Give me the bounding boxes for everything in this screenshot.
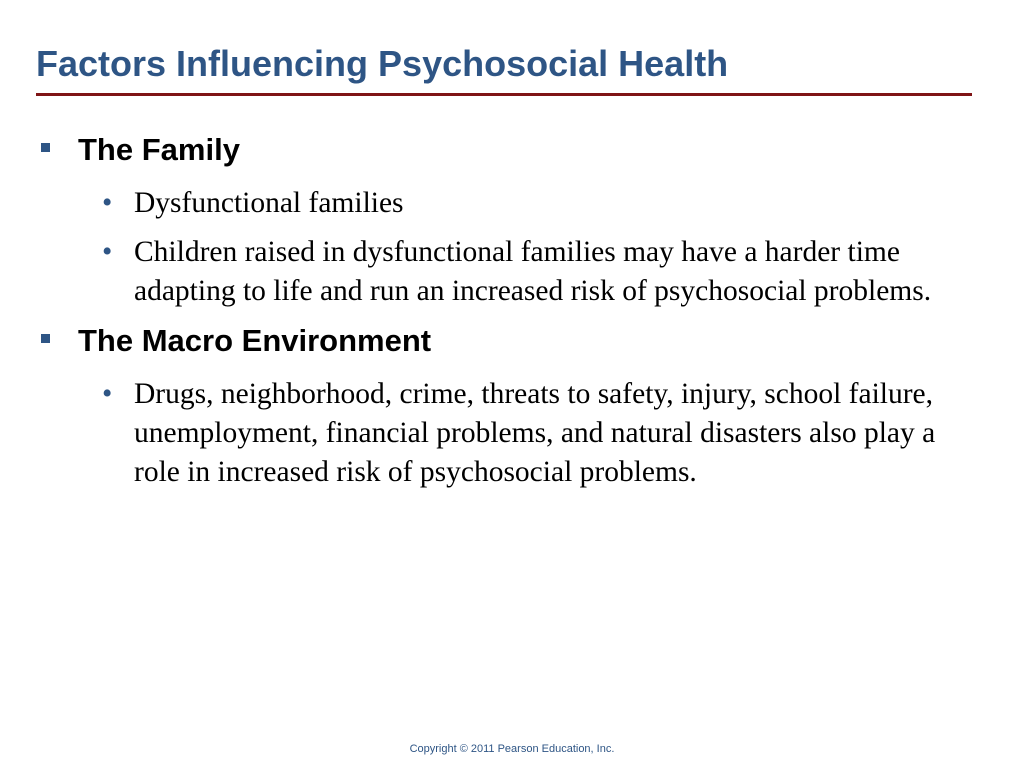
list-item <box>36 233 986 311</box>
copyright-notice: Copyright © 2011 Pearson Education, Inc. <box>409 743 615 755</box>
section-heading: The Family <box>78 132 240 167</box>
square-bullet-icon <box>41 334 50 343</box>
list-item-text: Dysfunctional families <box>134 187 404 219</box>
list-item <box>36 375 986 492</box>
list-item <box>36 184 986 223</box>
title-divider <box>36 93 972 96</box>
list-item-text: Drugs, neighborhood, crime, threats to safety, injury, school failure, unemployment, financial problems, and natural disasters also play a role in increased risk of psychosocial problems. <box>134 378 936 488</box>
section-heading-row <box>36 126 986 174</box>
bullet-list <box>36 184 986 311</box>
section-heading: The Macro Environment <box>78 323 432 358</box>
list-item-text: Children raised in dysfunctional families may have a harder time adapting to life and run an increased risk of psychosocial problems. <box>134 236 932 307</box>
section-macro-environment <box>36 317 986 492</box>
round-bullet-icon: • <box>102 236 113 268</box>
section-the-family <box>36 126 986 311</box>
round-bullet-icon: • <box>102 378 113 410</box>
square-bullet-icon <box>41 143 50 152</box>
bullet-list <box>36 375 986 492</box>
slide-body <box>36 126 986 492</box>
slide-title: Factors Influencing Psychosocial Health <box>36 43 729 84</box>
round-bullet-icon: • <box>102 187 113 219</box>
section-heading-row <box>36 317 986 365</box>
